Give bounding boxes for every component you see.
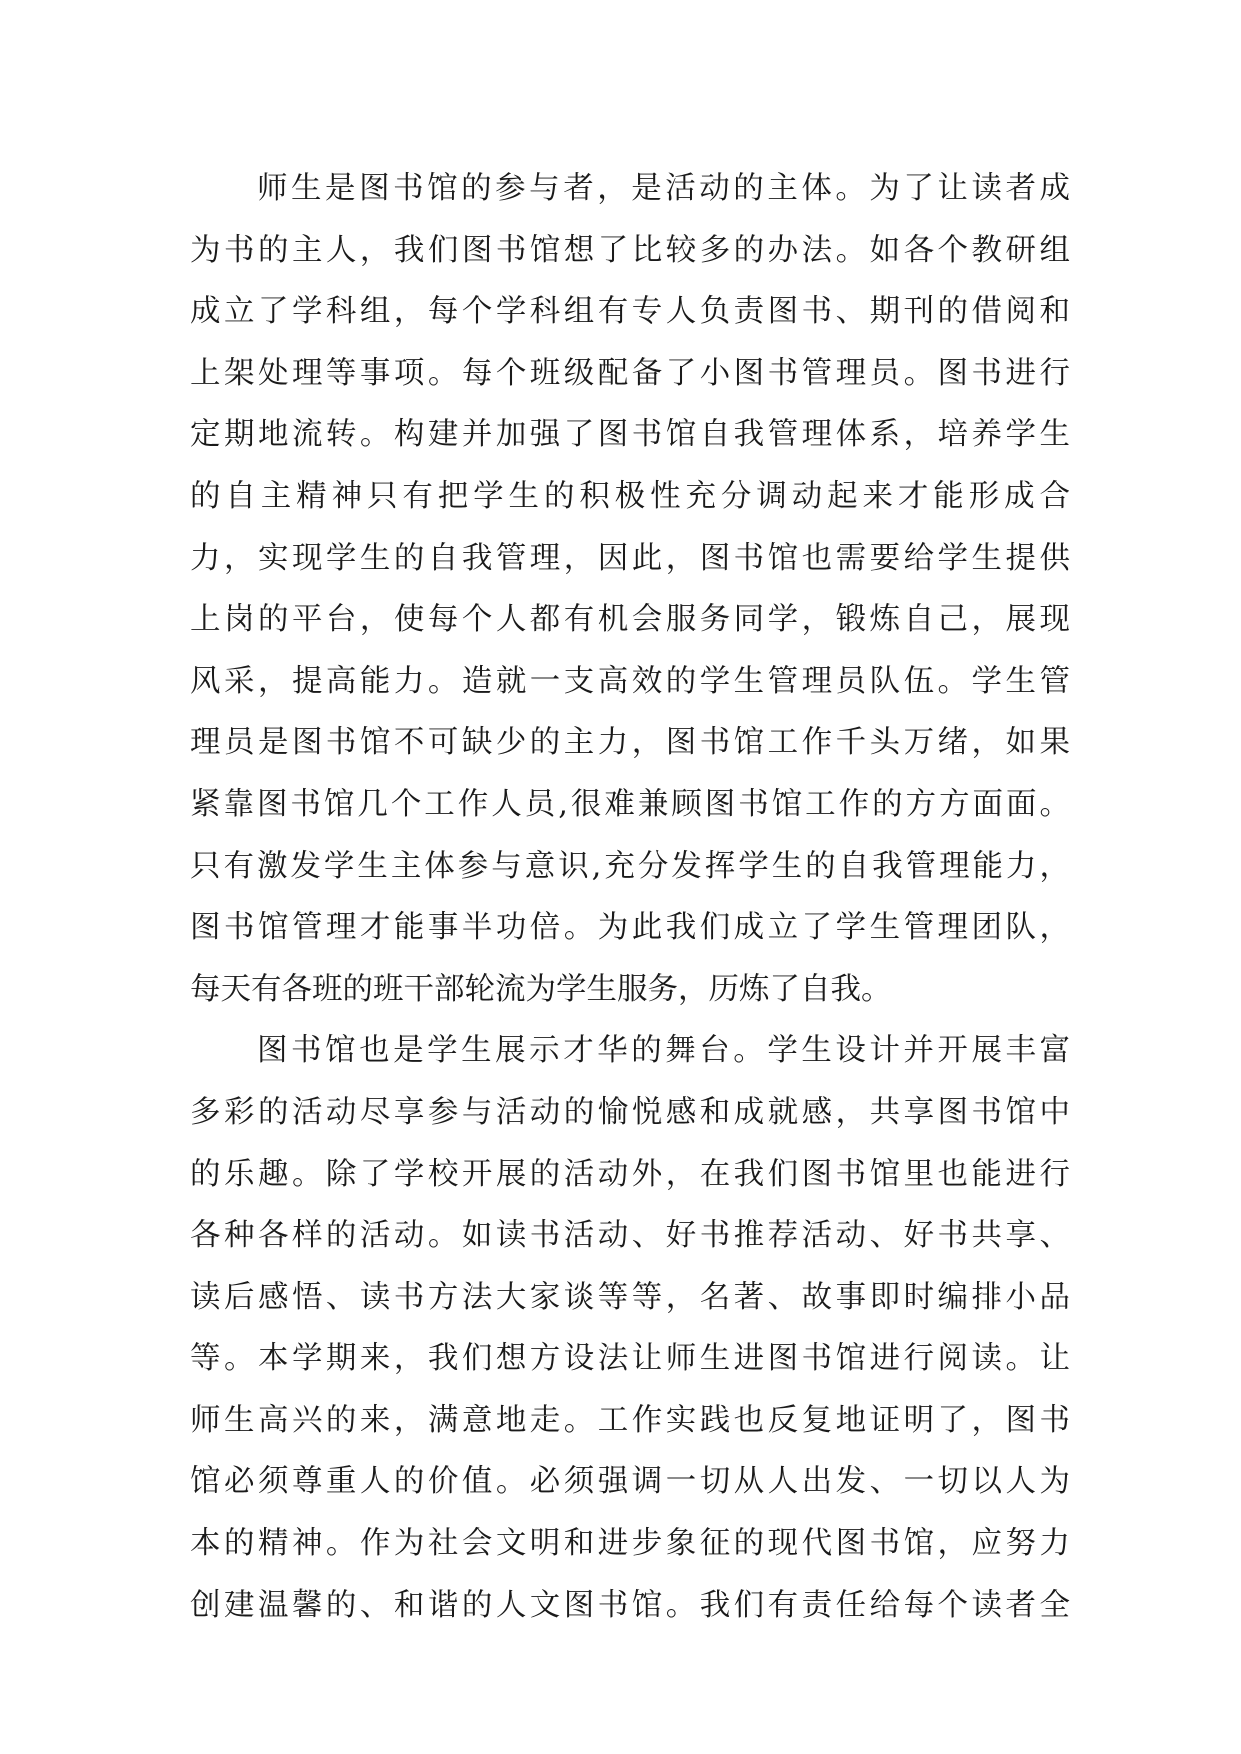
- text-line: 读后感悟、读书方法大家谈等等，名著、故事即时编排小品: [190, 1279, 1070, 1315]
- text-line: 上岗的平台，使每个人都有机会服务同学，锻炼自己，展现: [190, 602, 1070, 638]
- text-line: 馆必须尊重人的价值。必须强调一切从人出发、一切以人为: [190, 1464, 1070, 1500]
- text-line: 每天有各班的班干部轮流为学生服务，历炼了自我。: [190, 971, 892, 1007]
- text-line: 力，实现学生的自我管理，因此，图书馆也需要给学生提供: [190, 540, 1070, 576]
- text-line: 师生是图书馆的参与者，是活动的主体。为了让读者成: [257, 171, 1070, 206]
- text-line: 为书的主人，我们图书馆想了比较多的办法。如各个教研组: [190, 232, 1070, 268]
- text-line: 图书馆也是学生展示才华的舞台。学生设计并开展丰富: [257, 1033, 1070, 1069]
- text-line: 的乐趣。除了学校开展的活动外，在我们图书馆里也能进行: [190, 1156, 1070, 1192]
- text-line: 本的精神。作为社会文明和进步象征的现代图书馆，应努力: [190, 1526, 1070, 1562]
- text-line: 上架处理等事项。每个班级配备了小图书管理员。图书进行: [190, 355, 1070, 391]
- text-line: 等。本学期来，我们想方设法让师生进图书馆进行阅读。让: [190, 1341, 1070, 1377]
- paragraph-1: [190, 158, 1070, 1020]
- text-line: 师生高兴的来，满意地走。工作实践也反复地证明了，图书: [190, 1402, 1070, 1438]
- body-text: [190, 158, 1070, 1636]
- text-line: 各种各样的活动。如读书活动、好书推荐活动、好书共享、: [190, 1218, 1070, 1254]
- text-line: 图书馆管理才能事半功倍。为此我们成立了学生管理团队，: [190, 910, 1070, 946]
- text-line: 理员是图书馆不可缺少的主力，图书馆工作千头万绪，如果: [190, 725, 1070, 761]
- text-line: 风采，提高能力。造就一支高效的学生管理员队伍。学生管: [190, 663, 1070, 699]
- text-line: 成立了学科组，每个学科组有专人负责图书、期刊的借阅和: [190, 294, 1070, 330]
- text-line: 的自主精神只有把学生的积极性充分调动起来才能形成合: [190, 478, 1070, 514]
- text-line: 多彩的活动尽享参与活动的愉悦感和成就感，共享图书馆中: [190, 1094, 1070, 1130]
- text-line: 创建温馨的、和谐的人文图书馆。我们有责任给每个读者全: [190, 1587, 1070, 1623]
- text-line: 只有激发学生主体参与意识,充分发挥学生的自我管理能力，: [190, 848, 1070, 884]
- text-line: 定期地流转。构建并加强了图书馆自我管理体系，培养学生: [190, 417, 1070, 453]
- text-line: 紧靠图书馆几个工作人员,很难兼顾图书馆工作的方方面面。: [190, 786, 1070, 822]
- paragraph-2: [190, 1020, 1070, 1636]
